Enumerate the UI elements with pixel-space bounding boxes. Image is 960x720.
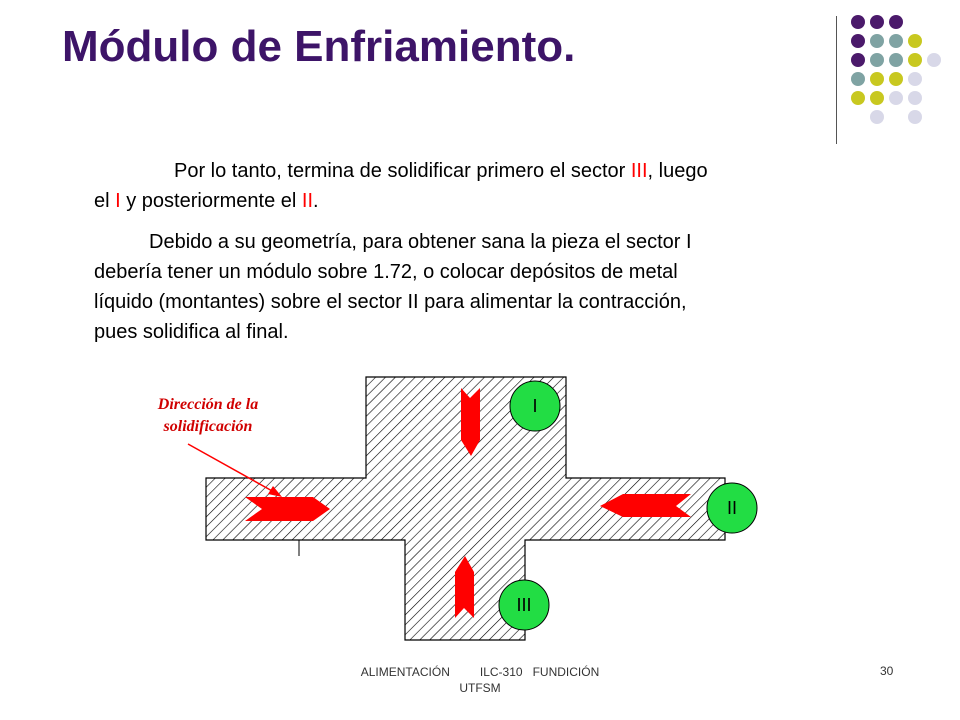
decorative-dot: [908, 53, 922, 67]
decorative-dot: [889, 15, 903, 29]
paragraph-conclusion: [94, 156, 914, 216]
sector-iii-ref: III: [630, 160, 648, 182]
decorative-dot: [870, 72, 884, 86]
decorative-dot: [870, 53, 884, 67]
decorative-dot: [870, 15, 884, 29]
decorative-dot: [908, 34, 922, 48]
decorative-dot: [851, 53, 865, 67]
decorative-dot: [889, 91, 903, 105]
page-number: 30: [880, 664, 894, 678]
decorative-dot: [870, 34, 884, 48]
paragraph-text: el: [94, 190, 116, 212]
decorative-dot: [870, 91, 884, 105]
decorative-dot-grid: [0, 0, 960, 160]
slide-footer: [350, 664, 610, 696]
slide-title: Módulo de Enfriamiento.: [62, 22, 576, 71]
decorative-dot: [851, 15, 865, 29]
annotation-line: solidificación: [163, 418, 253, 435]
decorative-dot: [927, 53, 941, 67]
decorative-dot: [870, 110, 884, 124]
footer-course: ALIMENTACIÓN ILC-310 FUNDICIÓN: [360, 665, 600, 679]
decorative-dot: [851, 91, 865, 105]
paragraph-text: y posteriormente el: [120, 190, 302, 212]
decorative-dot: [889, 53, 903, 67]
decorative-dot: [908, 110, 922, 124]
decorative-dot: [889, 72, 903, 86]
paragraph-text: .: [313, 190, 319, 212]
paragraph-text: Por lo tanto, termina de solidificar primero el sector: [174, 160, 631, 182]
sector-label-i: I: [532, 396, 538, 416]
sector-label-ii: II: [726, 498, 737, 518]
decorative-dot: [908, 72, 922, 86]
paragraph-line: líquido (montantes) sobre el sector II para alimentar la contracción,: [94, 291, 687, 313]
decorative-dot: [908, 91, 922, 105]
sector-label-iii: III: [516, 595, 532, 615]
sector-ii-ref: II: [301, 190, 314, 212]
decorative-dot: [889, 34, 903, 48]
sector-i-ref: I: [115, 190, 121, 212]
decorative-dot: [851, 34, 865, 48]
paragraph-text: , luego: [647, 160, 708, 182]
paragraph-line: pues solidifica al final.: [94, 321, 289, 343]
paragraph-geometry: [94, 227, 914, 347]
footer-institution: UTFSM: [459, 681, 501, 695]
paragraph-line: debería tener un módulo sobre 1.72, o colocar depósitos de metal: [94, 261, 678, 283]
decorative-dot: [851, 72, 865, 86]
solidification-annotation: [118, 394, 298, 438]
annotation-line: Dirección de la: [157, 396, 259, 413]
paragraph-line: Debido a su geometría, para obtener sana la pieza el sector I: [149, 231, 692, 253]
